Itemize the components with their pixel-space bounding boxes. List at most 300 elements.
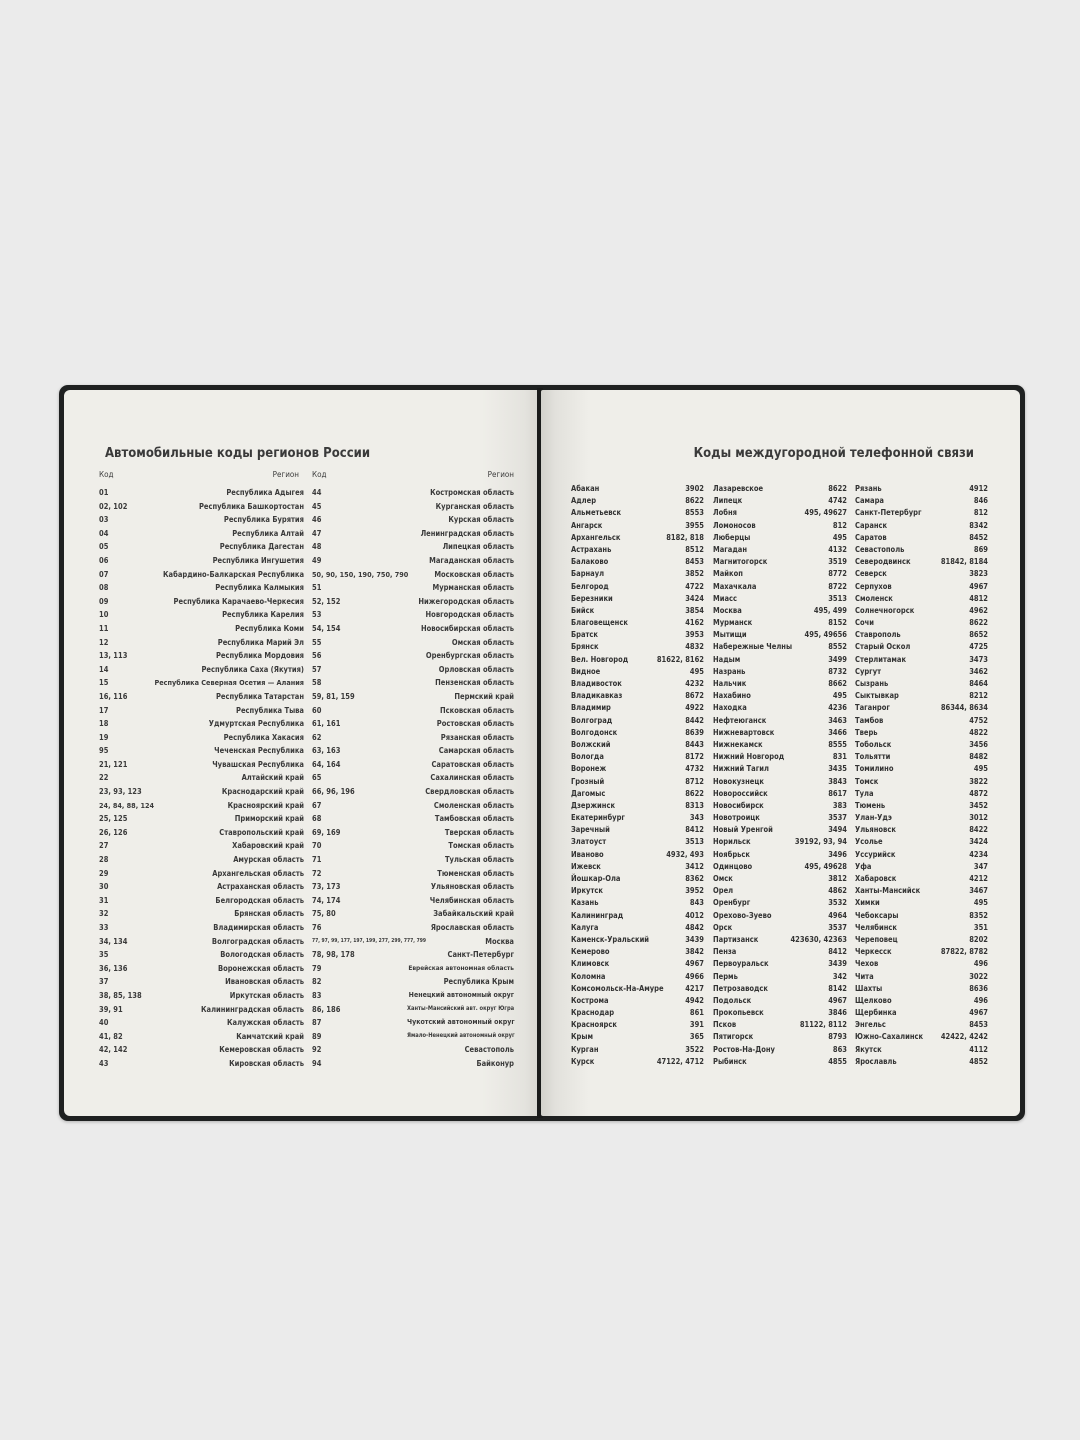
phone-code: 496 [973,995,988,1005]
region-code: 11 [99,623,109,633]
phone-code: 3952 [685,886,704,896]
region-row [312,975,514,989]
phone-code-row [571,824,704,836]
phone-code: 8617 [828,788,847,798]
region-name: Республика Коми [235,623,304,633]
phone-code-row [855,581,988,593]
phone-code: 8152 [828,618,847,628]
phone-code: 3424 [685,593,704,603]
phone-code-row [571,788,704,800]
phone-code: 8712 [685,776,704,786]
region-code: 77, 97, 99, 177, 197, 199, 277, 299, 777, 799 [312,937,426,944]
phone-code: 4742 [828,496,847,506]
city-name: Якутск [855,1044,882,1054]
phone-code: 8412 [828,947,847,957]
code-header-2: Код [312,470,327,479]
city-name: Серпухов [855,581,892,591]
phone-code-row [571,581,704,593]
city-name: Курск [571,1056,595,1066]
region-name: Кабардино-Балкарская Республика [163,569,304,579]
region-code: 56 [312,651,322,661]
region-row [99,649,304,663]
region-row [312,1043,514,1057]
phone-code: 8622 [828,484,847,493]
region-row [312,785,514,799]
city-name: Пенза [713,947,737,957]
region-code: 02, 102 [99,501,128,511]
phone-code: 8202 [969,934,988,944]
city-name: Одинцово [713,861,753,871]
region-name: Тульская область [444,855,514,865]
phone-code-row [713,861,847,873]
region-row [99,608,304,622]
phone-code: 8772 [828,569,847,579]
city-name: Дагомыс [571,788,606,798]
region-row [312,704,514,718]
city-name: Севастополь [855,544,905,554]
region-code: 43 [99,1058,109,1068]
phone-code: 3902 [685,484,704,493]
city-name: Ульяновск [855,825,896,835]
region-name: Ростовская область [436,719,514,729]
city-name: Магнитогорск [713,557,768,567]
region-row [312,622,514,636]
phone-code: 495 [973,764,988,774]
phone-code: 8672 [685,691,704,701]
city-name: Череповец [855,934,898,944]
phone-code-row [855,885,988,897]
phone-code: 3012 [969,813,988,823]
region-name: Хабаровский край [232,841,304,851]
phone-code-row [571,629,704,641]
phone-code-row [855,763,988,775]
city-name: Северодвинск [855,557,911,567]
phone-code: 4967 [828,995,847,1005]
city-name: Альметьевск [571,508,622,518]
region-name: Саратовская область [431,759,514,769]
city-name: Махачкала [713,581,757,591]
region-row [99,1043,304,1057]
region-name: Красноярский край [227,800,304,810]
region-code: 23, 93, 123 [99,787,142,797]
city-name: Ангарск [571,520,603,530]
city-name: Кемерово [571,947,610,957]
region-code: 25, 125 [99,814,128,824]
city-name: Прокопьевск [713,1008,764,1018]
city-name: Волгодонск [571,727,618,737]
phone-code: 3412 [685,861,704,871]
phone-code: 8212 [969,691,988,701]
phone-code-row [855,495,988,507]
city-name: Волжский [571,739,611,749]
city-name: Ломоносов [713,520,756,530]
phone-code: 812 [832,520,847,530]
phone-code: 8422 [969,825,988,835]
phone-code-row [571,727,704,739]
region-code: 83 [312,990,322,1000]
region-name: Республика Северная Осетия — Алания [154,678,304,688]
region-code: 76 [312,923,322,932]
phone-code: 4967 [685,959,704,969]
phone-code-row [713,520,847,532]
region-row [312,486,514,500]
phone-code-row [713,1031,847,1043]
phone-code-row [713,1007,847,1019]
region-row [99,785,304,799]
city-name: Казань [571,898,599,908]
phone-codes-column-3 [855,483,988,1068]
phone-code-row [713,544,847,556]
region-name: Воронежская область [217,963,304,973]
region-name: Новгородская область [425,610,514,620]
region-row [99,690,304,704]
phone-code: 4964 [828,910,847,920]
city-name: Первоуральск [713,959,769,969]
city-name: Люберцы [713,532,751,542]
city-name: Нефтеюганск [713,715,767,725]
region-code: 46 [312,515,322,525]
region-row [99,826,304,840]
phone-code: 4962 [969,605,988,615]
region-header-2: Регион [487,470,514,479]
city-name: Краснодар [571,1008,615,1018]
phone-code: 4822 [969,727,988,737]
phone-code-row [571,885,704,897]
region-code: 22 [99,773,109,783]
region-row [312,568,514,582]
phone-code-row [713,910,847,922]
phone-code: 3852 [685,569,704,579]
region-code: 48 [312,542,322,552]
phone-code-row [855,776,988,788]
phone-code-row [571,946,704,958]
region-name: Республика Саха (Якутия) [201,664,304,674]
phone-code-row [571,544,704,556]
phone-code-row [571,836,704,848]
phone-code-row [713,483,847,495]
phone-code-row [571,666,704,678]
phone-code-row [855,995,988,1007]
city-name: Таганрог [855,703,890,713]
phone-code-row [713,1056,847,1068]
city-name: Березники [571,593,613,603]
region-row [99,486,304,500]
phone-code: 4852 [969,1056,988,1066]
phone-code-row [571,958,704,970]
phone-code-row [571,654,704,666]
region-code: 16, 116 [99,691,128,701]
region-name: Смоленская область [433,800,514,810]
region-name: Краснодарский край [221,787,304,797]
phone-code: 8172 [685,752,704,762]
phone-code: 4912 [969,484,988,493]
phone-code-row [571,910,704,922]
phone-code: 347 [973,861,988,871]
city-name: Ижевск [571,861,601,871]
phone-code-row [713,946,847,958]
region-row [99,771,304,785]
right-page [541,390,1020,1116]
region-code: 50, 90, 150, 190, 750, 790 [312,569,409,579]
phone-code: 4732 [685,764,704,774]
city-name: Каменск-Уральский [571,934,650,944]
city-name: Дзержинск [571,800,616,810]
city-name: Тюмень [855,800,886,810]
city-name: Екатеринбург [571,813,625,823]
region-name: Новосибирская область [420,623,514,633]
phone-code: 4855 [828,1056,847,1066]
region-name: Томская область [448,841,514,851]
city-name: Белгород [571,581,609,591]
phone-code: 495 [689,666,704,676]
city-name: Рыбинск [713,1056,747,1066]
phone-code: 4966 [685,971,704,981]
phone-code: 87822, 8782 [940,947,988,957]
phone-code-row [855,922,988,934]
region-name: Республика Крым [443,977,514,987]
region-code: 92 [312,1045,322,1055]
region-name: Ленинградская область [420,528,514,538]
city-name: Златоуст [571,837,607,847]
phone-code-row [855,812,988,824]
region-name: Вологодская область [220,950,304,960]
region-code: 70 [312,841,322,851]
region-code: 04 [99,528,109,538]
phone-code: 391 [689,1020,704,1030]
phone-code-row [571,763,704,775]
city-name: Орск [713,922,733,932]
region-code: 59, 81, 159 [312,691,355,701]
phone-code: 8443 [685,739,704,749]
city-name: Новокузнецк [713,776,764,786]
region-code: 66, 96, 196 [312,787,355,797]
phone-code-row [713,495,847,507]
region-code: 78, 98, 178 [312,950,355,960]
phone-code-row [855,617,988,629]
region-name: Республика Хакасия [223,732,304,742]
city-name: Новосибирск [713,800,764,810]
phone-code: 4752 [969,715,988,725]
phone-code-row [855,605,988,617]
phone-code: 4872 [969,788,988,798]
phone-code: 47122, 4712 [656,1056,704,1066]
phone-code: 4212 [969,874,988,883]
phone-code-row [571,556,704,568]
region-name: Ненецкий автономный округ [408,990,514,999]
city-name: Самара [855,496,884,506]
phone-code-row [571,1056,704,1068]
region-row [312,839,514,853]
phone-code: 8622 [685,496,704,506]
region-name: Костромская область [430,488,514,497]
phone-code: 3522 [685,1044,704,1054]
region-row [99,894,304,908]
phone-code: 423630, 42363 [790,934,847,944]
phone-code-row [713,934,847,946]
region-row [99,1030,304,1044]
city-name: Сыктывкар [855,691,899,701]
region-name: Республика Ингушетия [212,555,304,565]
city-name: Нижнекамск [713,739,763,749]
phone-code: 8412 [685,825,704,835]
phone-code: 3424 [969,837,988,847]
region-row [312,1003,514,1017]
region-code: 49 [312,555,322,565]
phone-code-row [855,873,988,885]
region-name: Тюменская область [437,868,514,878]
phone-code: 3846 [828,1008,847,1018]
city-name: Вологда [571,752,604,762]
region-code: 57 [312,664,322,674]
city-name: Щербинка [855,1008,897,1018]
phone-code-row [571,873,704,885]
region-row [312,663,514,677]
region-code: 32 [99,909,109,919]
phone-code-row [855,739,988,751]
phone-code: 843 [689,898,704,908]
phone-code-row [855,934,988,946]
region-row [99,540,304,554]
city-name: Стерлитамак [855,654,907,664]
region-row [312,676,514,690]
region-name: Ямало-Ненецкий автономный округ [407,1032,515,1039]
phone-code: 495 [973,898,988,908]
phone-code: 81842, 8184 [940,557,988,567]
region-name: Ханты-Мансийский авт. округ Югра [407,1005,515,1012]
region-name: Алтайский край [241,773,304,783]
phone-code-row [713,836,847,848]
phone-code: 8453 [685,557,704,567]
phone-code-row [713,873,847,885]
phone-code-row [855,824,988,836]
city-name: Москва [713,605,742,615]
phone-code: 81622, 8162 [656,654,704,664]
phone-code: 3439 [828,959,847,969]
left-page [64,390,539,1116]
phone-code: 3823 [969,569,988,579]
region-row [99,962,304,976]
phone-code-row [855,678,988,690]
region-row [99,975,304,989]
phone-code-row [855,836,988,848]
region-name: Владимирская область [213,923,304,932]
region-row [99,853,304,867]
region-row [312,799,514,813]
region-name: Камчатский край [236,1031,304,1041]
phone-code: 3843 [828,776,847,786]
region-name: Иркутская область [229,990,304,1000]
phone-code-row [855,751,988,763]
region-code: 40 [99,1018,109,1028]
phone-code: 8313 [685,800,704,810]
region-row [312,1016,514,1030]
region-code: 67 [312,800,322,810]
phone-code: 812 [973,508,988,518]
region-row [99,554,304,568]
phone-code: 846 [973,496,988,506]
phone-code-row [571,849,704,861]
phone-code: 3496 [828,849,847,859]
region-code: 17 [99,705,109,715]
region-name: Волгоградская область [211,936,304,946]
region-name: Омская область [451,637,514,647]
region-row [312,581,514,595]
region-name: Нижегородская область [418,596,514,606]
city-name: Иркутск [571,886,603,896]
city-name: Уфа [855,861,872,871]
region-code: 35 [99,950,109,960]
phone-code: 8452 [969,532,988,542]
region-name: Республика Алтай [232,528,304,538]
region-name: Республика Мордовия [215,651,304,661]
phone-code: 4932, 493 [666,849,704,859]
region-name: Удмуртская Республика [208,719,304,729]
notebook [59,385,1025,1121]
phone-code: 4162 [685,618,704,628]
city-name: Петрозаводск [713,983,769,993]
phone-code-row [855,483,988,495]
city-name: Щелково [855,995,892,1005]
city-name: Псков [713,1020,737,1030]
phone-code-row [713,556,847,568]
region-row [312,853,514,867]
phone-code: 8793 [828,1032,847,1042]
region-code: 14 [99,664,109,674]
phone-code: 3452 [969,800,988,810]
region-row [312,554,514,568]
region-name: Рязанская область [440,732,514,742]
region-name: Республика Карачаево-Черкесия [173,596,304,606]
region-code: 41, 82 [99,1031,123,1041]
city-name: Архангельск [571,532,621,542]
phone-code-row [713,897,847,909]
phone-code: 8552 [828,642,847,652]
phone-code-row [855,897,988,909]
region-code: 03 [99,515,109,525]
region-name: Тамбовская область [434,814,514,824]
phone-code: 4967 [969,581,988,591]
phone-code-row [855,910,988,922]
phone-code: 3854 [685,605,704,615]
city-name: Барнаул [571,569,605,579]
region-row [312,826,514,840]
region-name: Белгородская область [215,895,304,905]
region-name: Республика Калмыкия [215,583,304,593]
phone-code-row [713,568,847,580]
city-name: Ярославль [855,1056,897,1066]
region-row [99,595,304,609]
phone-code: 8512 [685,544,704,554]
city-name: Санкт-Петербург [855,508,922,518]
phone-code-row [855,788,988,800]
phone-code-row [571,812,704,824]
region-name: Орловская область [438,664,514,674]
phone-code-row [571,1007,704,1019]
phone-code-row [571,922,704,934]
city-name: Нижневартовск [713,727,775,737]
region-row [312,948,514,962]
phone-code: 8639 [685,727,704,737]
left-page-title: Автомобильные коды регионов России [105,446,371,461]
phone-code: 495, 49627 [804,508,847,518]
city-name: Калуга [571,922,599,932]
phone-code-row [855,629,988,641]
region-row [99,717,304,731]
region-code: 73, 173 [312,882,341,892]
city-name: Балаково [571,557,609,567]
region-name: Еврейская автономная область [408,963,514,972]
region-row [99,622,304,636]
